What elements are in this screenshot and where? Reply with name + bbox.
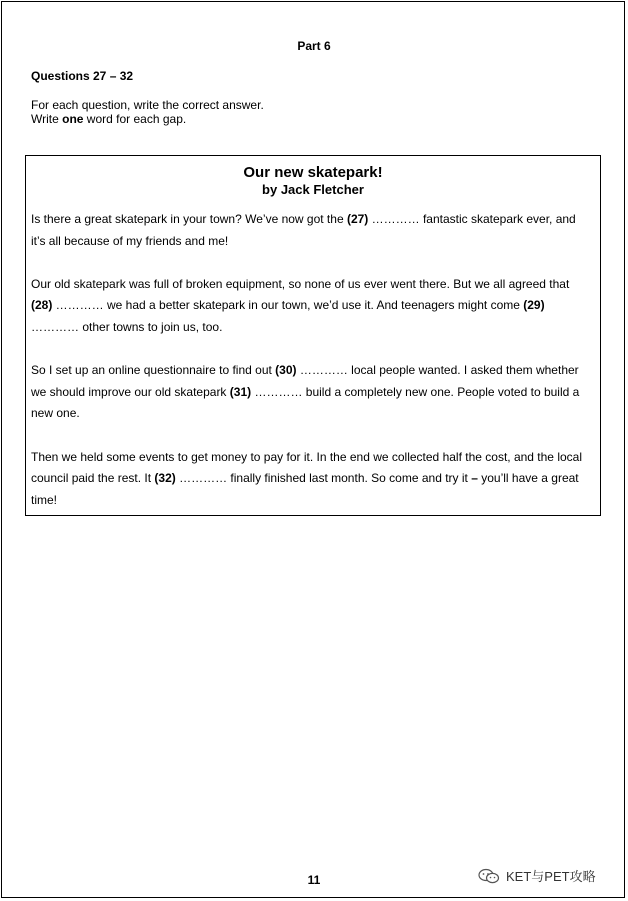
instruction-emphasis: one (62, 112, 84, 126)
gap-30[interactable]: (30) (275, 363, 297, 378)
paragraph-text: So I set up an online questionnaire to find out (31, 363, 276, 378)
gap-28[interactable]: (28) (31, 298, 53, 313)
article-body (31, 209, 591, 533)
article-box (25, 155, 601, 516)
instruction-line-2 (31, 112, 264, 126)
article-title: Our new skatepark! (243, 164, 383, 181)
paragraph-text: Our old skatepark was full of broken equipment, so none of us ever went there. But we all agreed that (31, 276, 570, 291)
paragraph-text: Is there a great skatepark in your town? We’ve now got the (31, 212, 347, 226)
gap-32[interactable]: (32) (154, 471, 176, 486)
instruction-line-1: For each question, write the correct answer. (31, 98, 264, 112)
paragraph-text: ………… fantastic skatepark ever, and it’s all because of my friends and me! (31, 212, 576, 248)
article-paragraph-1 (31, 209, 591, 252)
part-title: Part 6 (297, 39, 331, 53)
bold-dash: – (471, 471, 478, 486)
instruction-text: word for each gap. (83, 112, 187, 126)
paragraph-text: ………… we had a better skatepark in our town, we’d use it. And teenagers might come (52, 298, 524, 313)
article-paragraph-3 (31, 360, 591, 425)
gap-31[interactable]: (31) (229, 384, 252, 399)
gap-29[interactable]: (29) (523, 298, 545, 313)
paragraph-text: ………… build a completely new one. People voted to build a new one. (31, 384, 580, 421)
page-number: 11 (307, 873, 321, 887)
paragraph-text: Then we held some events to get money to pay for it. In the end we collected half the cost, and the local council paid the rest. It (31, 449, 582, 486)
instruction-text: Write (31, 112, 63, 126)
article-paragraph-2 (31, 274, 591, 339)
paragraph-text: ………… finally finished last month. So come and try it (175, 471, 472, 486)
article-byline: by Jack Fletcher (262, 182, 364, 197)
watermark-text: KET与PET攻略 (506, 869, 596, 884)
instructions (31, 98, 264, 126)
paragraph-text: ………… local people wanted. I asked them whether we should improve our old skatepark (31, 363, 579, 399)
article-paragraph-4 (31, 447, 591, 512)
paragraph-text: ………… other towns to join us, too. (31, 319, 223, 334)
wechat-icon (478, 868, 500, 884)
gap-27[interactable]: (27) (346, 212, 369, 226)
watermark (478, 866, 596, 885)
questions-range: Questions 27 – 32 (31, 69, 134, 83)
paragraph-text: you’ll have a great time! (31, 471, 579, 507)
